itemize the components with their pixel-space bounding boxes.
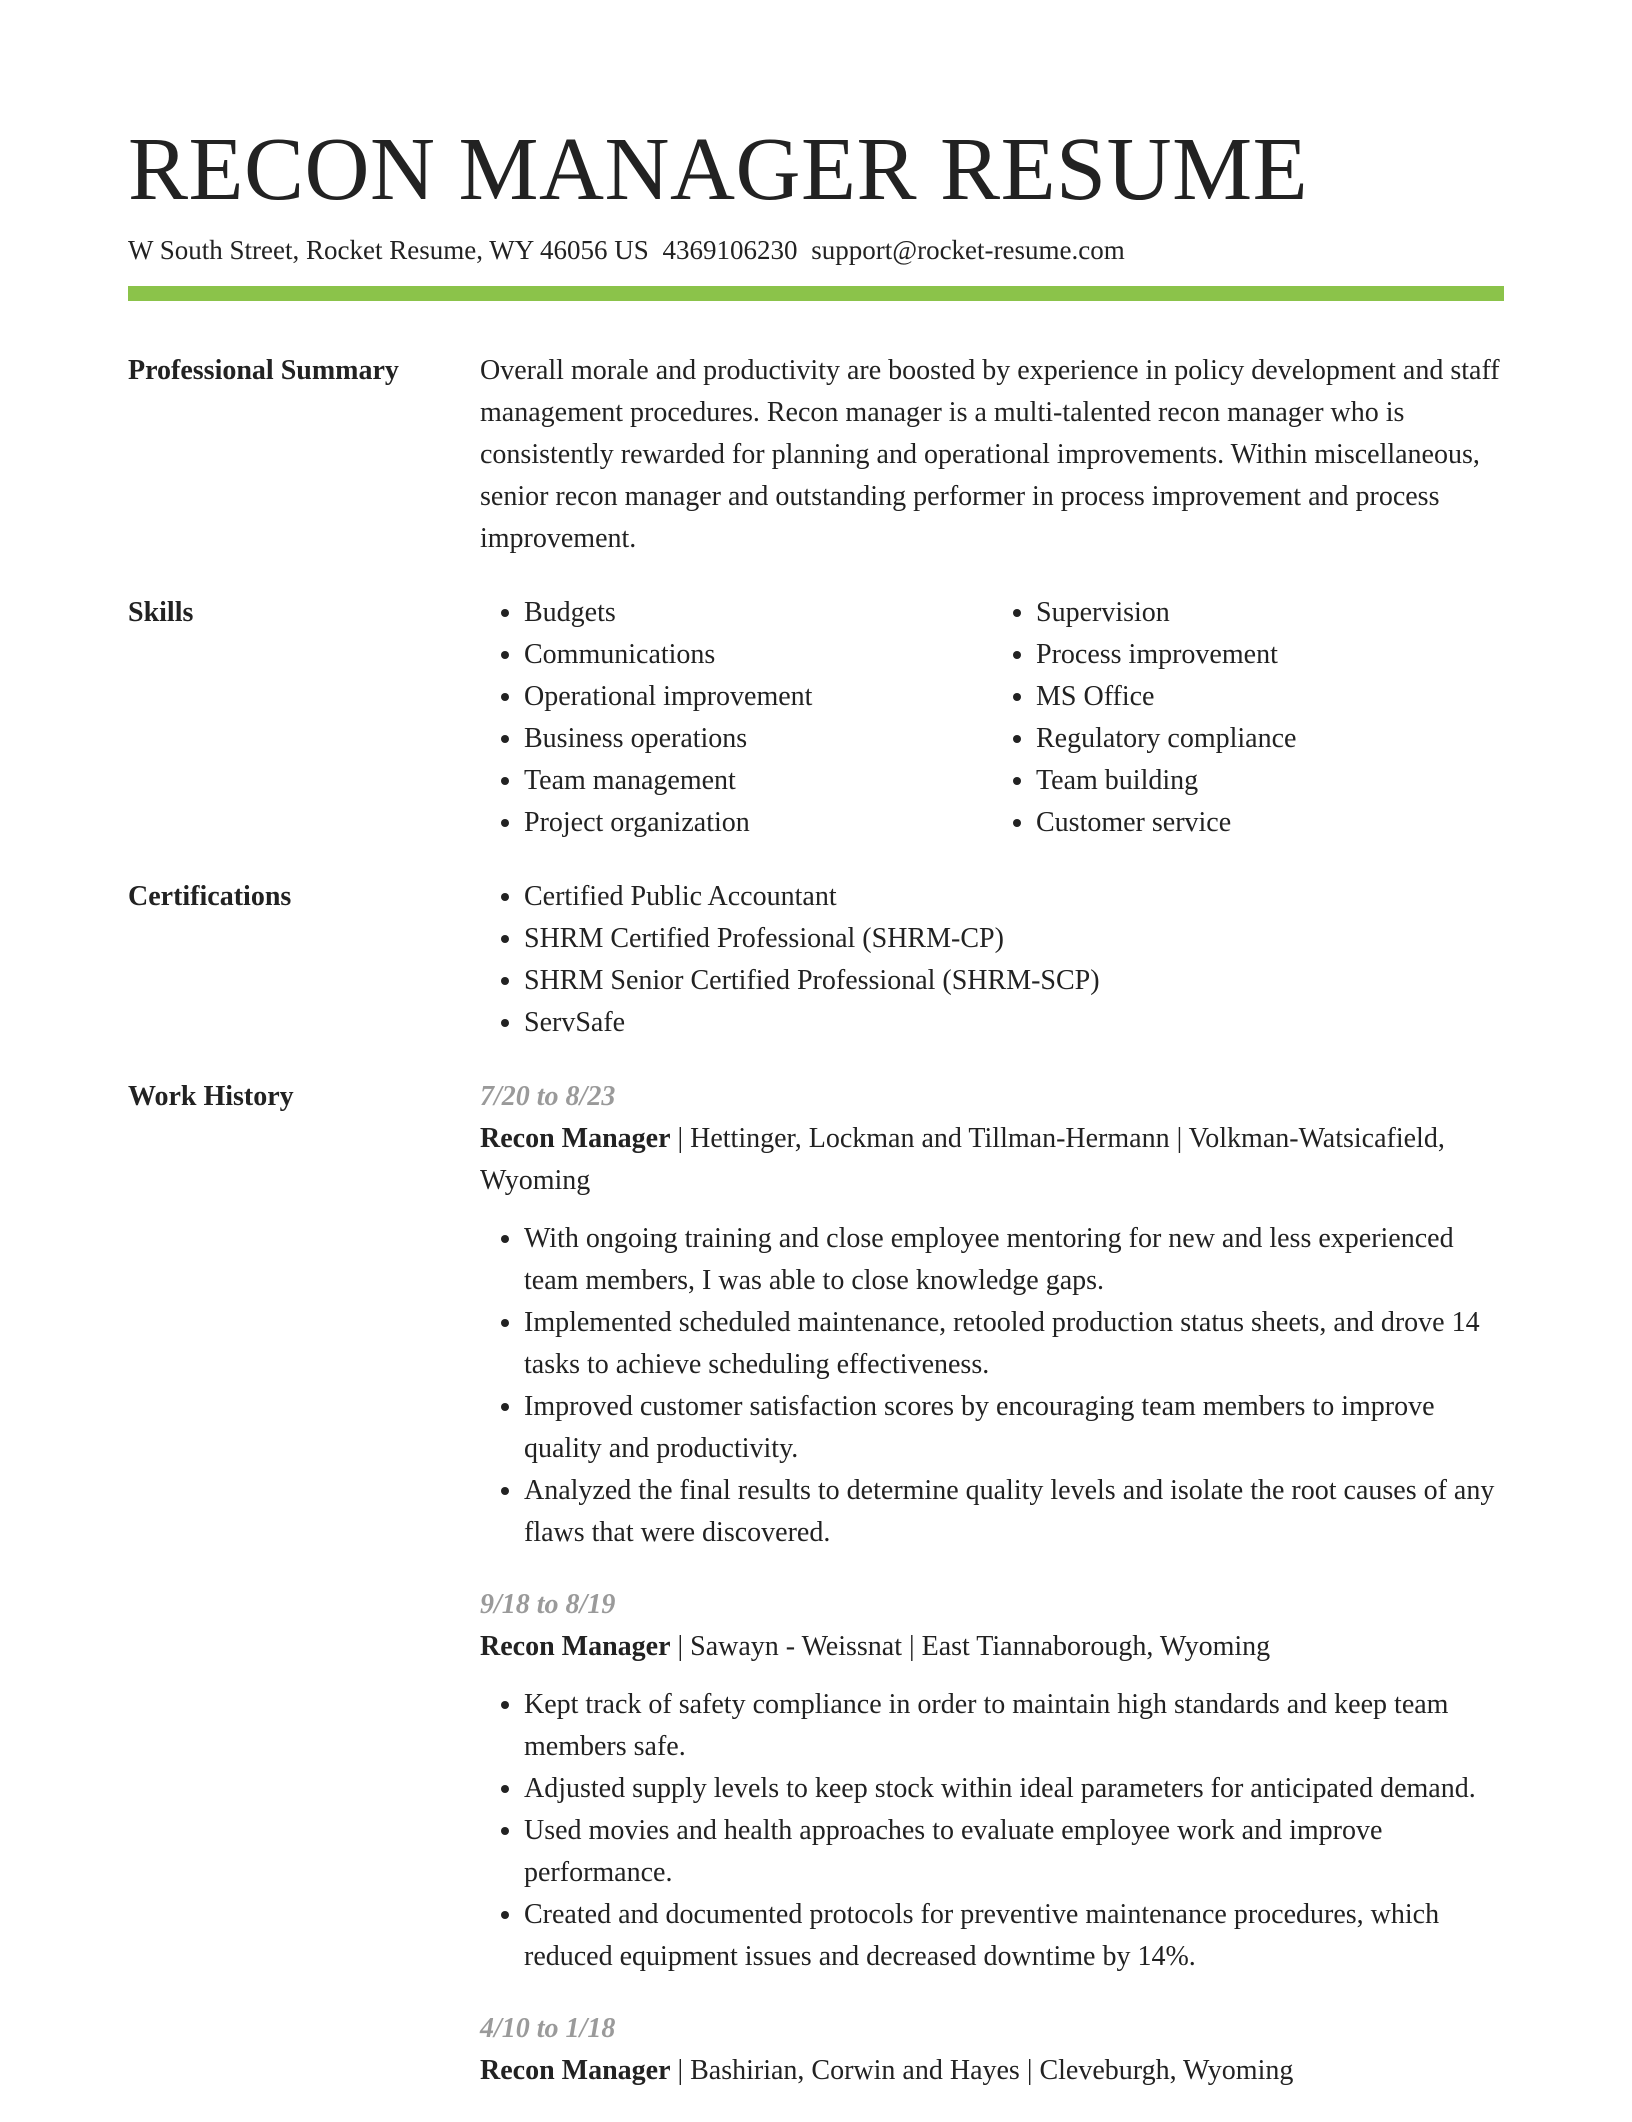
skill-item: • Team building: [1036, 760, 1504, 802]
job-bullet: • Created and documented protocols for preventive maintenance procedures, which reduced equipment issues and decreased downtime by 14%.: [524, 1894, 1504, 1978]
job-title: Recon Manager: [480, 1123, 671, 1154]
skill-item: • Business operations: [524, 718, 992, 760]
contact-line: [128, 232, 1125, 268]
certification-item: • SHRM Senior Certified Professional (SHRM-SCP): [524, 960, 1504, 1002]
skill-item: • Process improvement: [1036, 634, 1504, 676]
skill-item: • Supervision: [1036, 592, 1504, 634]
resume-title: RECON MANAGER RESUME: [128, 120, 1309, 219]
job-details: | Sawayn - Weissnat | East Tiannaborough, Wyoming: [670, 1631, 1271, 1662]
contact-address: W South Street, Rocket Resume, WY 46056 US: [128, 235, 649, 265]
skill-item: • Customer service: [1036, 802, 1504, 844]
section-label: Certifications: [128, 881, 292, 912]
job-bullet: • Kept track of safety compliance in order to maintain high standards and keep team members safe.: [524, 1684, 1504, 1768]
section-label: Professional Summary: [128, 355, 399, 386]
job-bullet: • With ongoing training and close employee mentoring for new and less experienced team members, I was able to close knowledge gaps.: [524, 1218, 1504, 1302]
skill-item: • Budgets: [524, 592, 992, 634]
job-entry: [480, 1076, 1504, 1554]
job-entry: [480, 2008, 1504, 2092]
job-bullets: [480, 1218, 1504, 1554]
skill-item: • Team management: [524, 760, 992, 802]
skill-item: • MS Office: [1036, 676, 1504, 718]
section-label: Skills: [128, 597, 194, 628]
skill-item: • Communications: [524, 634, 992, 676]
skills-list-right: [992, 592, 1504, 844]
job-bullets: [480, 1684, 1504, 1978]
accent-divider: [128, 286, 1504, 301]
section-label: Work History: [128, 1081, 294, 1112]
contact-phone: 4369106230: [662, 235, 798, 265]
job-dates: 7/20 to 8/23: [480, 1081, 616, 1112]
contact-email: support@rocket-resume.com: [811, 235, 1125, 265]
job-dates: 9/18 to 8/19: [480, 1589, 616, 1620]
certification-item: • Certified Public Accountant: [524, 876, 1504, 918]
certifications-list: [480, 876, 1504, 1044]
skill-item: • Project organization: [524, 802, 992, 844]
job-title: Recon Manager: [480, 1631, 671, 1662]
skill-item: • Operational improvement: [524, 676, 992, 718]
certification-item: • ServSafe: [524, 1002, 1504, 1044]
skills-list-left: [480, 592, 992, 844]
job-details: | Bashirian, Corwin and Hayes | Cleveburgh, Wyoming: [670, 2055, 1294, 2086]
job-bullet: • Used movies and health approaches to evaluate employee work and improve performance.: [524, 1810, 1504, 1894]
job-bullet: • Implemented scheduled maintenance, retooled production status sheets, and drove 14 tasks to achieve scheduling effectiveness.: [524, 1302, 1504, 1386]
summary-text: Overall morale and productivity are boosted by experience in policy development and staff management procedures. Recon manager is a multi-talented recon manager who is consistently rewarded for planning and operational improvements. Within miscellaneous, senior recon manager and outstanding performer in process improvement and process improvement.: [480, 355, 1500, 554]
job-title: Recon Manager: [480, 2055, 671, 2086]
job-dates: 4/10 to 1/18: [480, 2013, 616, 2044]
job-heading: [480, 1626, 1504, 1668]
job-heading: [480, 2050, 1504, 2092]
certification-item: • SHRM Certified Professional (SHRM-CP): [524, 918, 1504, 960]
skill-item: • Regulatory compliance: [1036, 718, 1504, 760]
job-details: | Hettinger, Lockman and Tillman-Hermann | Volkman-Watsicafield, Wyoming: [480, 1123, 1445, 1196]
skills-grid: [480, 592, 1504, 844]
job-bullet: • Improved customer satisfaction scores by encouraging team members to improve quality and productivity.: [524, 1386, 1504, 1470]
job-bullet: • Adjusted supply levels to keep stock within ideal parameters for anticipated demand.: [524, 1768, 1504, 1810]
job-bullet: • Analyzed the final results to determine quality levels and isolate the root causes of any flaws that were discovered.: [524, 1470, 1504, 1554]
job-entry: [480, 1584, 1504, 1978]
job-heading: [480, 1118, 1504, 1202]
